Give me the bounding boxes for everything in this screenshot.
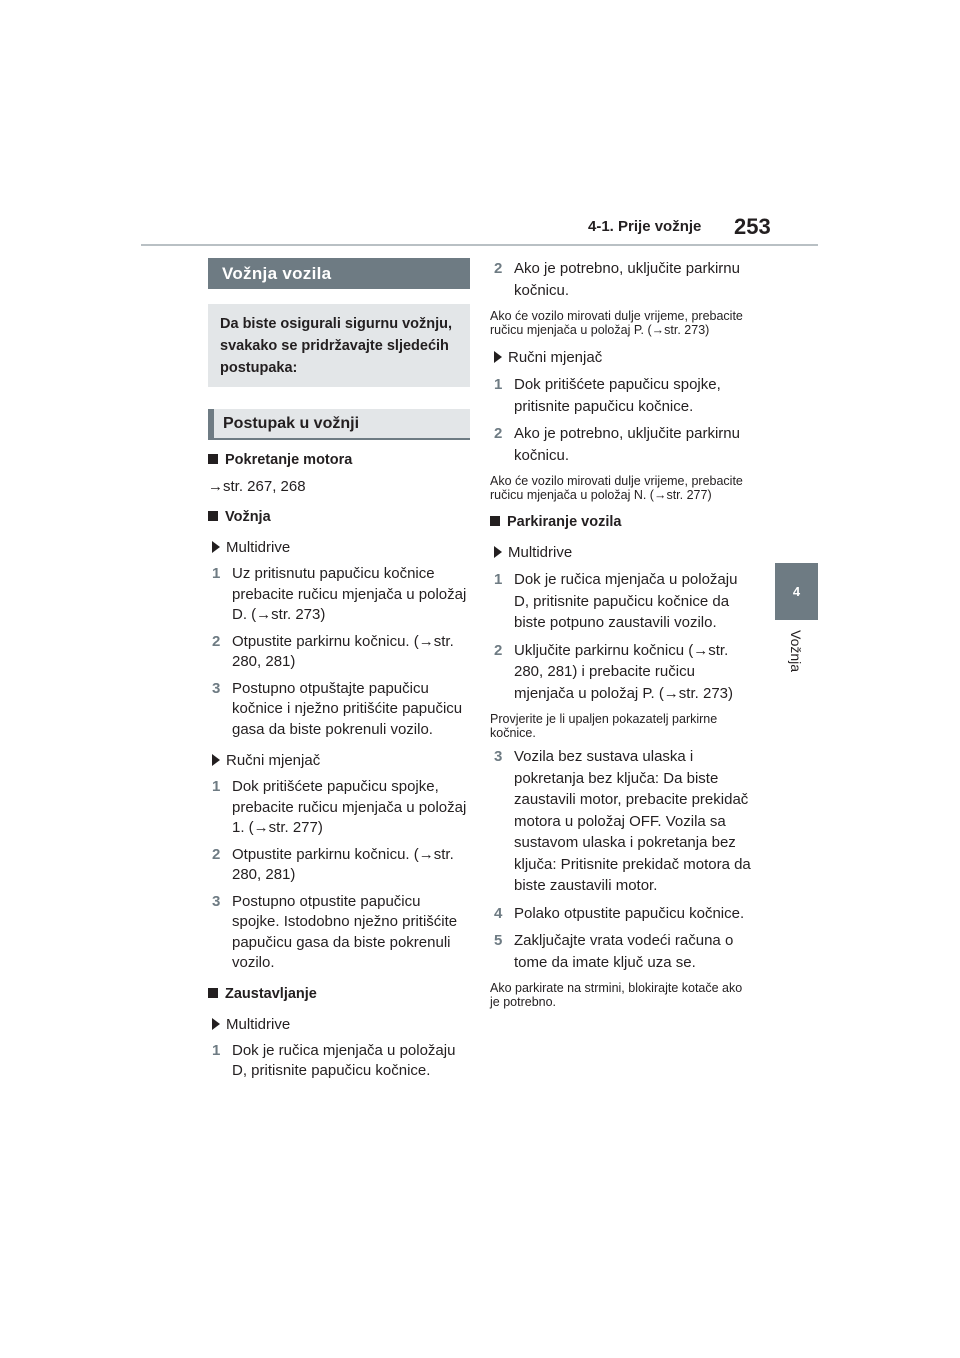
step-item: 3 Vozila bez sustava ulaska i pokretanja bez ključa: Da biste zaustavili motor, prebacite prekidač motora u položaj OFF. Vozila sa sustavom ulaska i pokretanja bez ključa: Pritisnite prekidač motora da biste zaustavili motor.	[494, 748, 751, 894]
header-divider	[141, 244, 818, 246]
step-item: 3 Postupno otpuštajte papučicu kočnice i nježno pritišćite papučicu gasa da biste pokrenuli vozilo.	[212, 679, 463, 738]
chapter-tab: 4	[775, 563, 818, 620]
step-item: 4 Polako otpustite papučicu kočnice.	[494, 904, 745, 922]
step-item: 1 Dok je ručica mjenjača u položaju D, pritisnite papučicu kočnice da biste potpuno zaustavili vozilo.	[494, 571, 738, 631]
right-column	[490, 258, 755, 1009]
note-text: Ako će vozilo mirovati dulje vrijeme, prebacite ručicu mjenjača u položaj N. (→str. 277)	[490, 474, 743, 502]
triangle-bullet-icon	[494, 351, 502, 363]
step-item: 1 Dok pritišćete papučicu spojke, pritisnite papučicu kočnice.	[494, 376, 721, 415]
step-item: 2 Otpustite parkirnu kočnicu. (→str. 280, 281)	[212, 632, 454, 670]
subtitle: Postupak u vožnji	[208, 409, 470, 440]
variant-label: Multidrive	[490, 543, 755, 563]
note-text: Ako će vozilo mirovati dulje vrijeme, prebacite ručicu mjenjača u položaj P. (→str. 273)	[490, 309, 743, 337]
triangle-bullet-icon	[494, 546, 502, 558]
triangle-bullet-icon	[212, 754, 220, 766]
note-text: Ako parkirate na strmini, blokirajte kotače ako je potrebno.	[490, 981, 743, 1009]
note-text: Provjerite je li upaljen pokazatelj parkirne kočnice.	[490, 712, 718, 740]
step-item: 2 Uključite parkirnu kočnicu (→str. 280, 281) i prebacite ručicu mjenjača u položaj P. (→str. 273)	[494, 641, 734, 702]
variant-label: Ručni mjenjač	[490, 348, 755, 368]
page-reference: →str. 267, 268	[208, 478, 306, 495]
step-item: 3 Postupno otpustite papučicu spojke. Istodobno nježno pritišćite papučicu gasa da biste pokrenuli vozilo.	[212, 892, 458, 971]
step-item: 1 Uz pritisnutu papučicu kočnice prebacite ručicu mjenjača u položaj D. (→str. 273)	[212, 565, 467, 623]
chapter-label: Vožnja	[788, 630, 804, 673]
square-bullet-icon	[208, 988, 218, 998]
variant-label: Multidrive	[208, 538, 470, 558]
square-bullet-icon	[208, 454, 218, 464]
step-item: 2 Ako je potrebno, uključite parkirnu kočnicu.	[494, 260, 740, 299]
step-item: 2 Otpustite parkirnu kočnicu. (→str. 280, 281)	[212, 845, 454, 883]
intro-box: Da biste osigurali sigurnu vožnju, svakako se pridržavajte sljedećih postupaka:	[208, 304, 470, 387]
section-heading: Zaustavljanje	[208, 984, 470, 1004]
step-item: 5 Zaključajte vrata vodeći računa o tome da imate ključ uza se.	[494, 932, 734, 971]
page-title: Vožnja vozila	[208, 258, 470, 289]
step-item: 2 Ako je potrebno, uključite parkirnu kočnicu.	[494, 425, 740, 464]
left-column	[208, 258, 470, 1082]
section-heading: Vožnja	[208, 507, 470, 527]
page-number: 253	[734, 214, 771, 239]
square-bullet-icon	[490, 516, 500, 526]
variant-label: Multidrive	[208, 1015, 470, 1035]
step-item: 1 Dok pritišćete papučicu spojke, prebacite ručicu mjenjača u položaj 1. (→str. 277)	[212, 778, 467, 836]
section-header: 4-1. Prije vožnje	[588, 218, 702, 235]
triangle-bullet-icon	[212, 1018, 220, 1030]
triangle-bullet-icon	[212, 541, 220, 553]
variant-label: Ručni mjenjač	[208, 751, 470, 771]
square-bullet-icon	[208, 511, 218, 521]
section-heading: Parkiranje vozila	[490, 512, 755, 532]
section-heading: Pokretanje motora	[208, 450, 470, 470]
step-item: 1 Dok je ručica mjenjača u položaju D, pritisnite papučicu kočnice.	[212, 1041, 456, 1079]
